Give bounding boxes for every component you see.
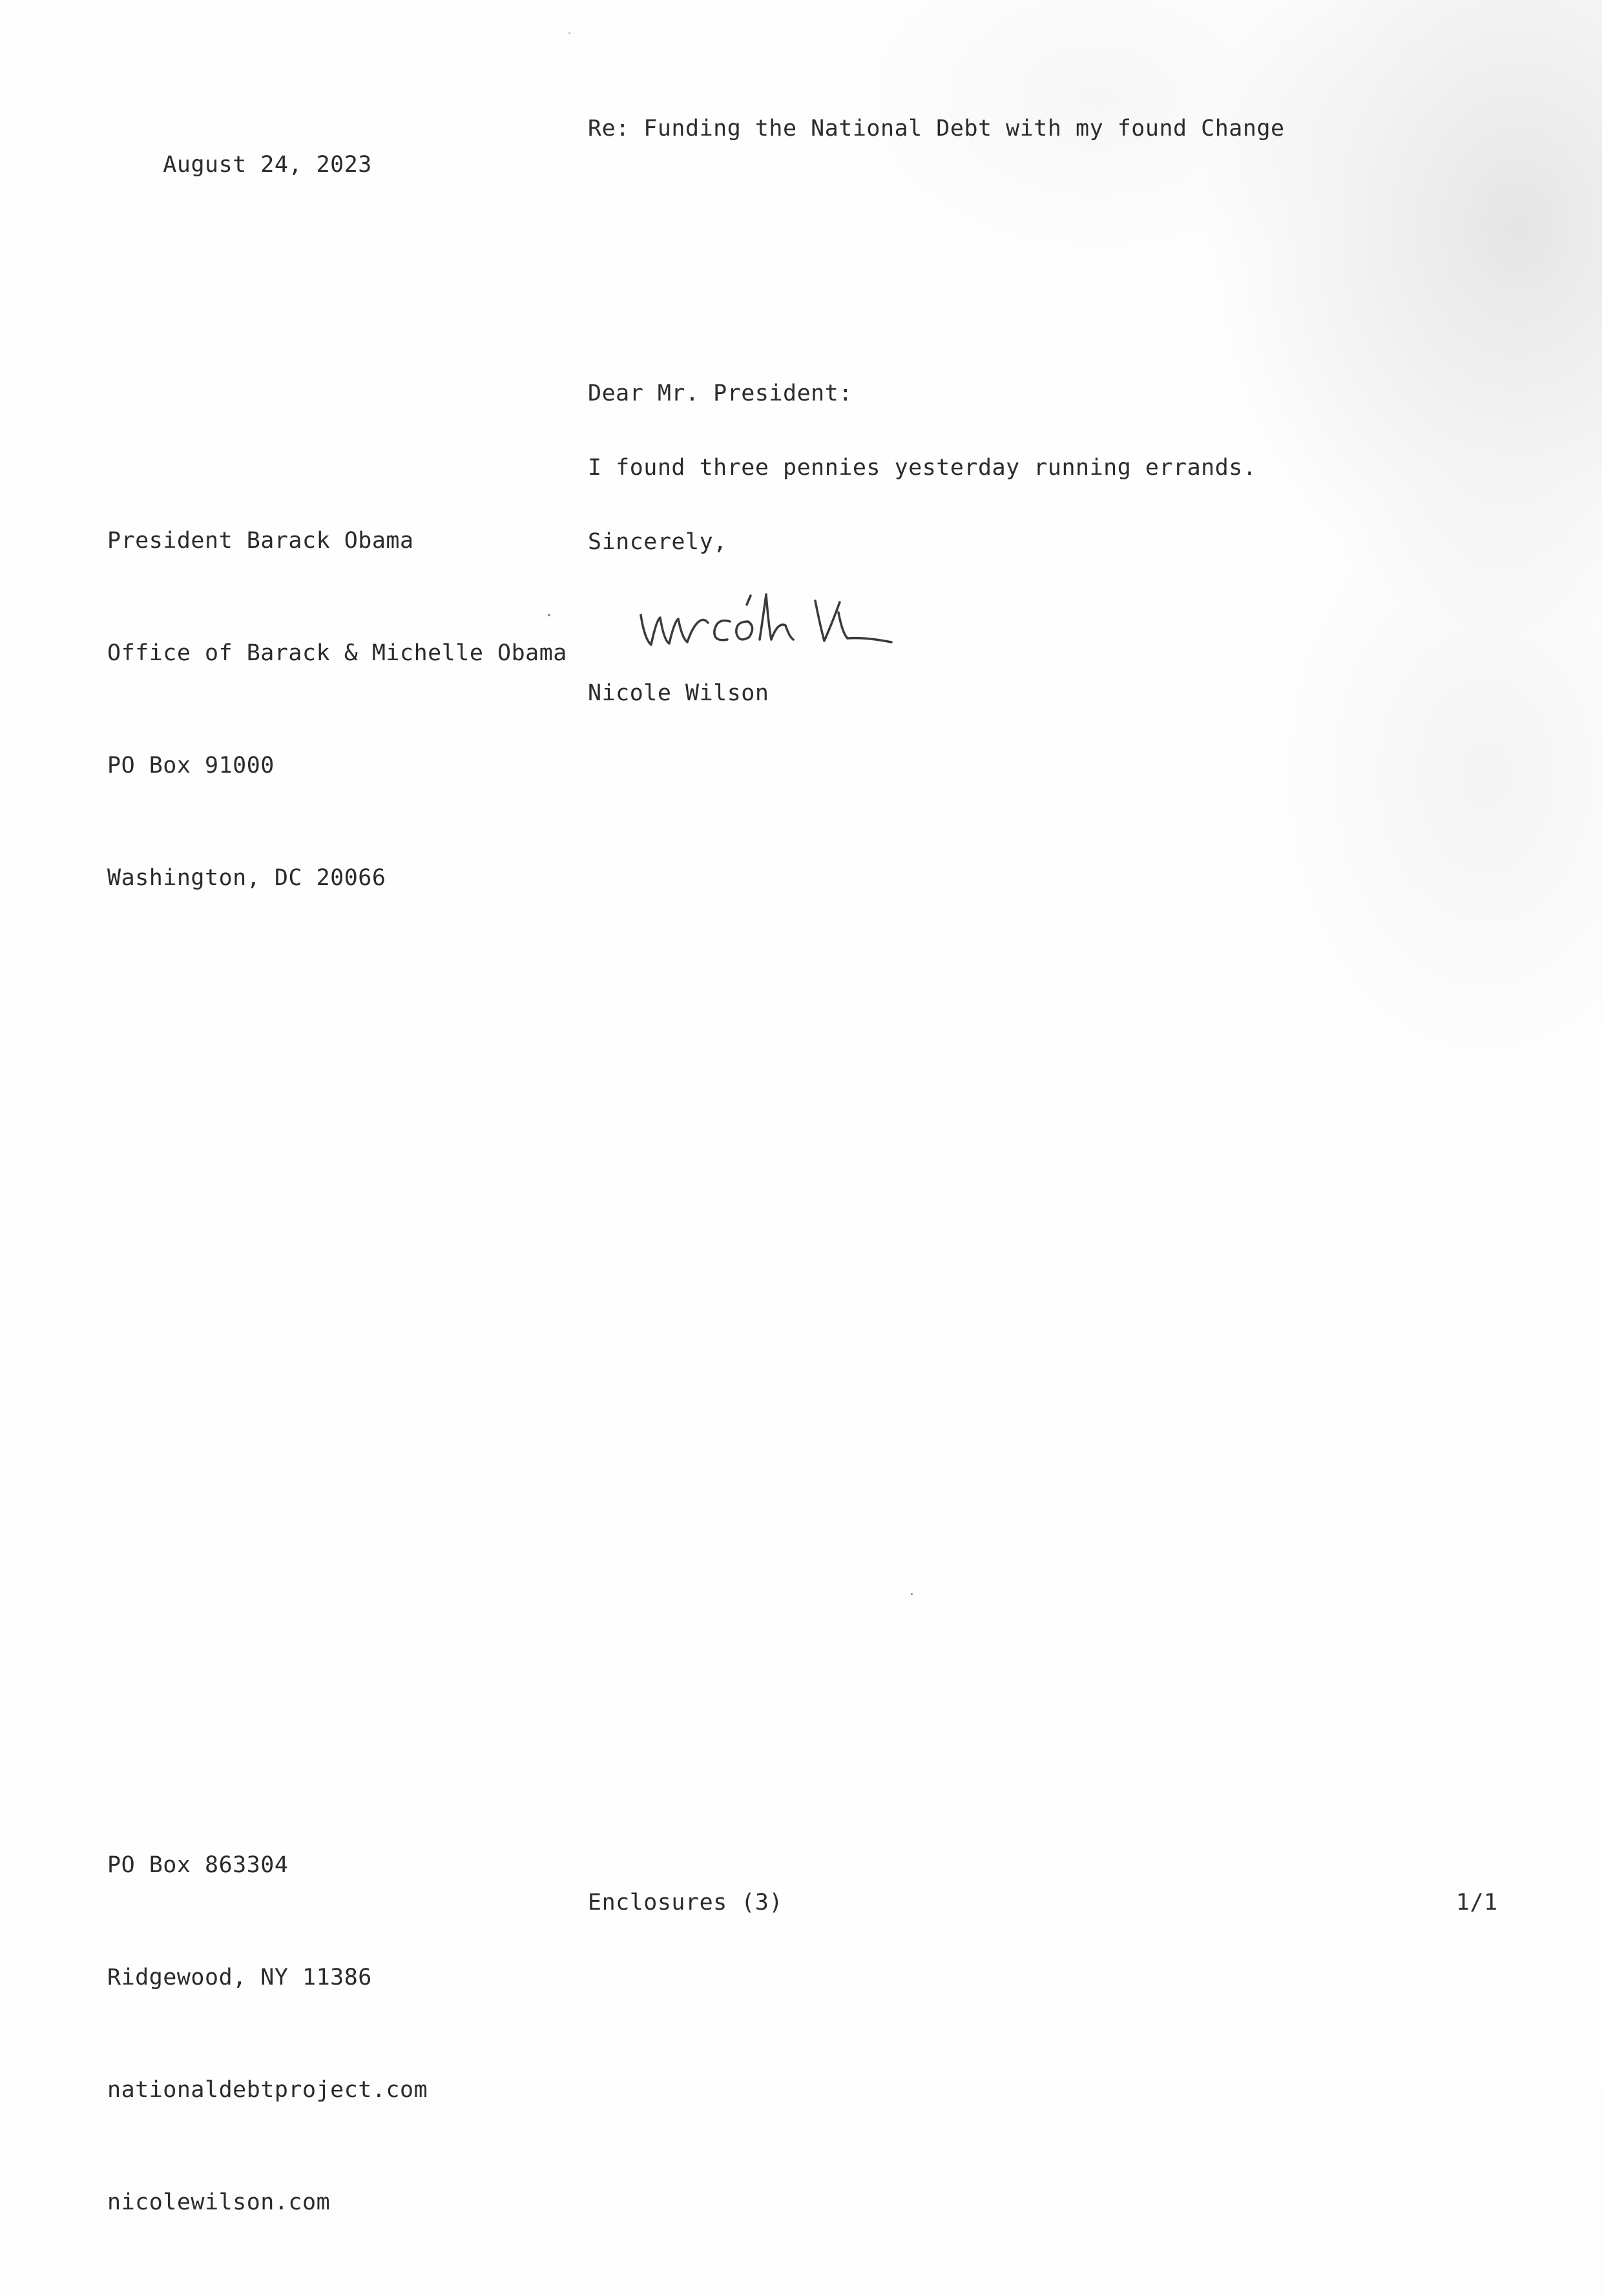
- paper-speck: [568, 32, 570, 34]
- sender-line: nationaldebtproject.com: [107, 2077, 428, 2103]
- sender-line: nicolewilson.com: [107, 2189, 331, 2215]
- recipient-line: Washington, DC 20066: [107, 865, 386, 891]
- sender-line: PO Box 863304: [107, 1852, 289, 1878]
- recipient-line: Office of Barack & Michelle Obama: [107, 640, 567, 666]
- sender-line: Ridgewood, NY 11386: [107, 1965, 372, 1990]
- letter-date: [107, 109, 372, 221]
- recipient-line: President Barack Obama: [107, 528, 414, 554]
- letter-salutation: Dear Mr. President:: [588, 381, 853, 406]
- letter-subject: Re: Funding the National Debt with my found Change: [588, 116, 1285, 141]
- handwritten-signature-icon: [633, 575, 924, 659]
- letter-body: I found three pennies yesterday running errands.: [588, 455, 1257, 481]
- page-number: 1/1: [1456, 1890, 1498, 1915]
- recipient-line: PO Box 91000: [107, 753, 275, 778]
- letter-closing: Sincerely,: [588, 529, 727, 555]
- signer-name: Nicole Wilson: [588, 680, 769, 706]
- recipient-address: [107, 447, 567, 972]
- paper-speck: [911, 1593, 913, 1595]
- enclosures-note: Enclosures (3): [588, 1890, 784, 1915]
- letter-date-text: August 24, 2023: [163, 152, 372, 178]
- paper-speck: [548, 614, 550, 616]
- sender-address: [107, 1771, 428, 2296]
